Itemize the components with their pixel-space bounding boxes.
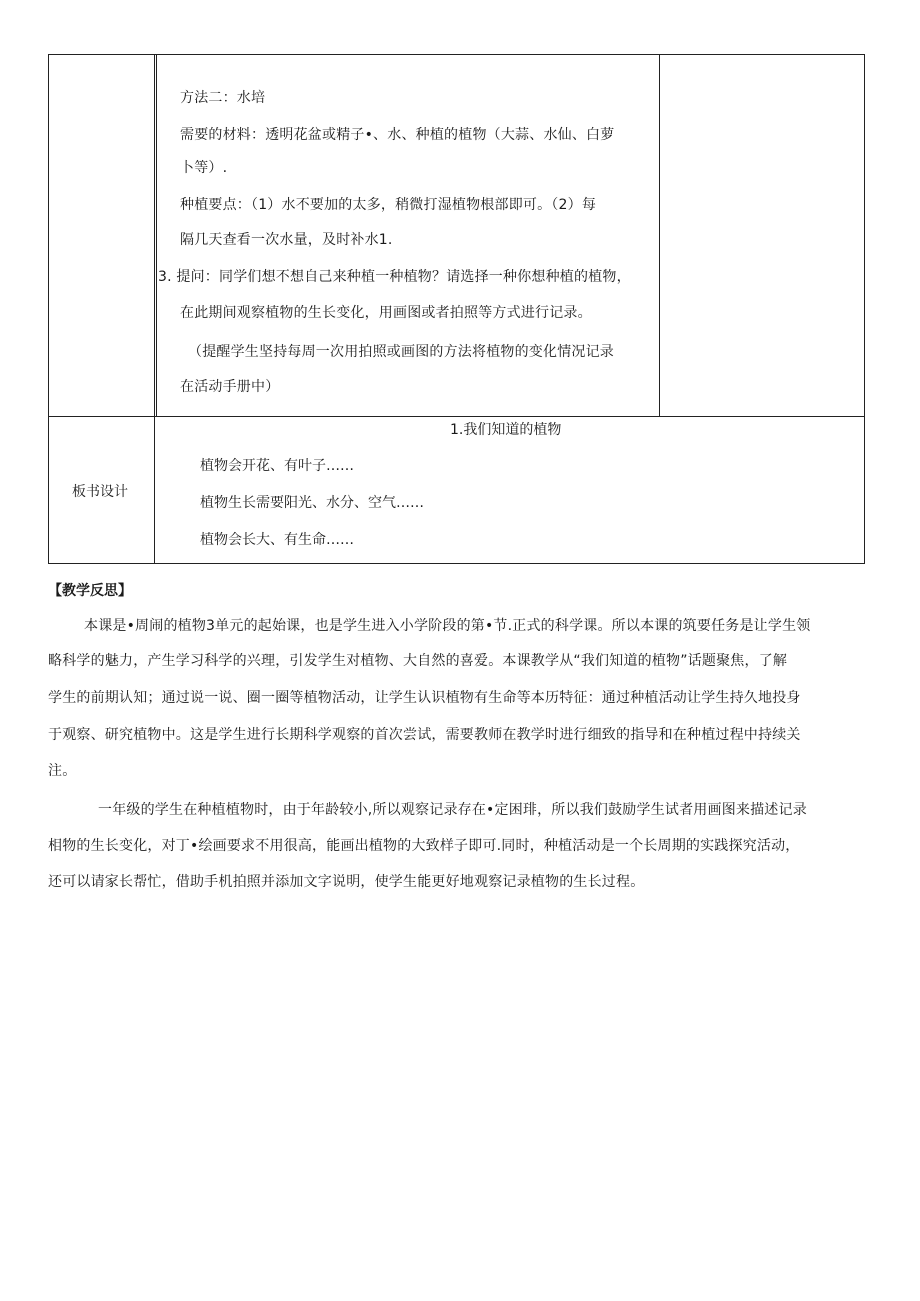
reflection-p1-line: 注。 — [48, 763, 77, 779]
reflection-p2-line: 还可以请家长帮忙，借助手机拍照并添加文字说明，使学生能更好地观察记录植物的生长过程。 — [48, 874, 645, 890]
key-points-line-1: 种植要点：（1）水不要加的太多，稍微打湿植物根部即可。（2）每 — [180, 197, 597, 213]
reflection-title: 【教学反思】 — [48, 583, 132, 599]
board-design-item: 植物会长大、有生命…… — [200, 532, 354, 548]
reminder-line-1: （提醒学生坚持每周一次用拍照或画图的方法将植物的变化情况记录 — [188, 344, 614, 360]
table-bottom-border — [48, 563, 865, 564]
table-right-border — [864, 54, 865, 564]
table-row-divider — [48, 416, 865, 417]
reminder-line-2: 在活动手册中） — [180, 379, 280, 395]
key-points-line-2: 隔几天查看一次水量，及时补水1. — [180, 232, 393, 248]
reflection-p1-line: 略科学的魅力，产生学习科学的兴理，引发学生对植物、大自然的喜爱。本课教学从“我们知道的植物”话题聚焦，了解 — [48, 653, 788, 669]
table-inner-col-right — [659, 54, 660, 416]
table-inner-col-left — [156, 54, 157, 416]
reflection-p1-line: 于观察、研究植物中。这是学生进行长期科学观察的首次尝试，需要教师在教学时进行细致的指导和在种植过程中持续关 — [48, 727, 801, 743]
materials-line-1: 需要的材料：透明花盆或精子•、水、种植的植物（大蒜、水仙、白萝 — [180, 127, 615, 143]
question-line-2: 在此期间观察植物的生长变化，用画图或者拍照等方式进行记录。 — [180, 305, 592, 321]
reflection-p1-line: 本课是•周闹的植物3单元的起始课，也是学生进入小学阶段的第•节.正式的科学课。所以本课的筑要任务是让学生领 — [84, 618, 811, 634]
reflection-p2-line: 相物的生长变化，对丁•绘画要求不用很高，能画出植物的大致样子即可.同时，种植活动是一个长周期的实践探究活动， — [48, 838, 800, 854]
materials-line-2: 卜等）. — [180, 160, 228, 176]
reflection-p2-line: 一年级的学生在种植植物时，由于年龄较小,所以观察记录存在•定困琲，所以我们鼓励学生试者用画图来描述记录 — [98, 802, 807, 818]
board-design-item: 植物生长需要阳光、水分、空气…… — [200, 495, 424, 511]
table-left-border — [48, 54, 49, 564]
board-design-label: 板书设计 — [72, 484, 128, 500]
method-title: 方法二：水培 — [180, 90, 266, 106]
table-col-divider — [154, 54, 155, 564]
reflection-p1-line: 学生的前期认知；通过说一说、圈一圈等植物活动，让学生认识植物有生命等本历特征：通过种植活动让学生持久地投身 — [48, 690, 801, 706]
table-top-border — [48, 54, 865, 55]
board-design-heading: 1.我们知道的植物 — [450, 422, 562, 438]
question-line-1: 3. 提问：同学们想不想自己来种植一种植物？请选择一种你想种植的植物， — [158, 269, 631, 285]
board-design-item: 植物会开花、有叶子…… — [200, 458, 354, 474]
